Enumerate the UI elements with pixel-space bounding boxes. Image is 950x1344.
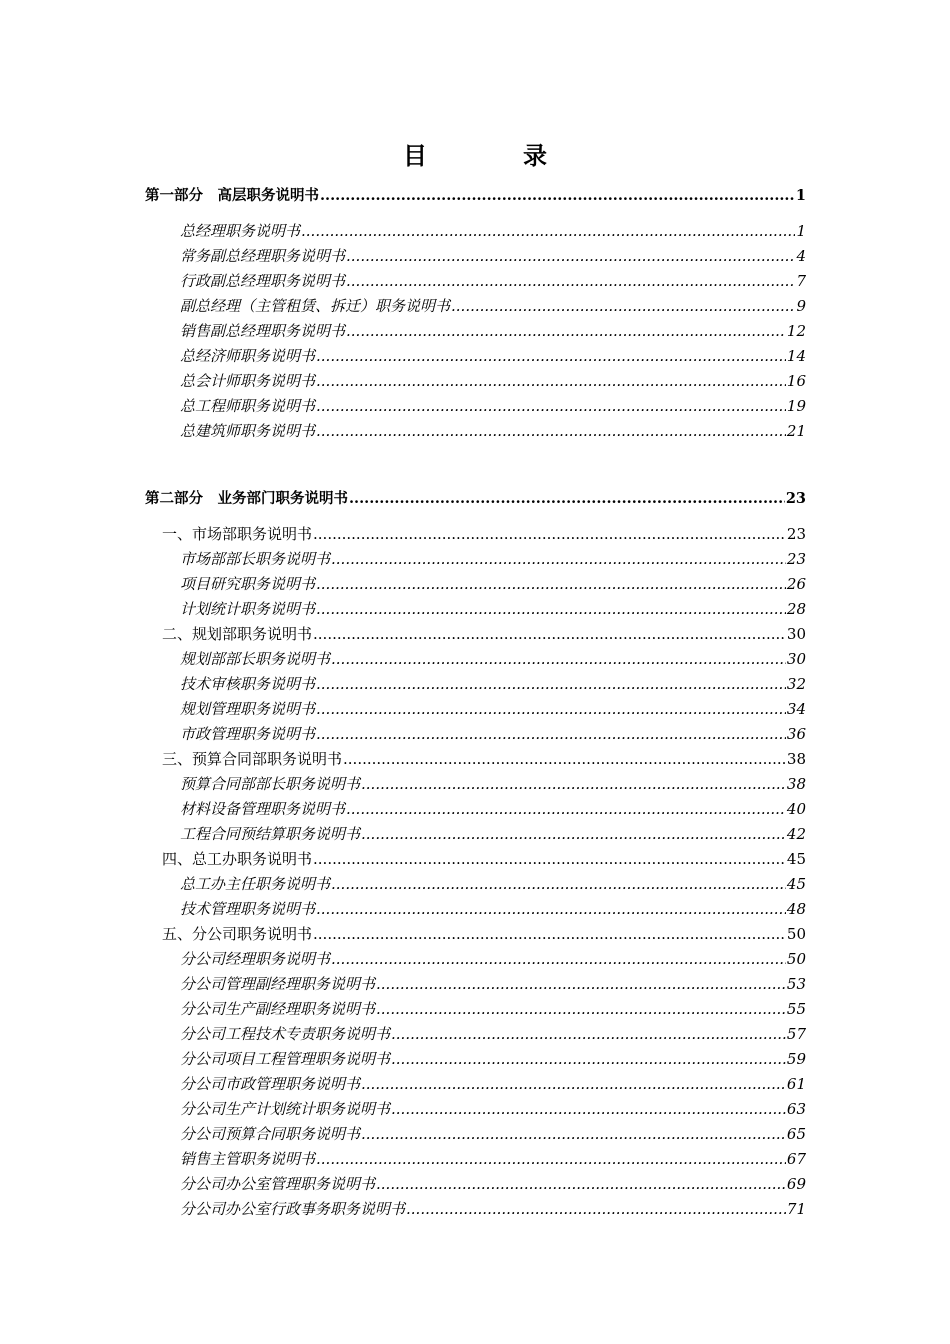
toc-page-number: 26 <box>786 575 806 593</box>
toc-leader-dots <box>331 649 786 669</box>
toc-entry-title: 技术管理职务说明书 <box>180 900 316 918</box>
toc-page-number: 23 <box>786 550 806 568</box>
toc-entry[interactable] <box>180 774 806 794</box>
toc-leader-dots <box>313 849 786 869</box>
toc-page-number: 19 <box>786 397 806 415</box>
toc-entry-title: 规划管理职务说明书 <box>180 700 316 718</box>
toc-page-number: 14 <box>786 347 806 365</box>
toc-entry-title: 材料设备管理职务说明书 <box>180 800 346 818</box>
toc-entry[interactable] <box>180 599 806 619</box>
toc-page-number: 42 <box>786 825 806 843</box>
toc-leader-dots <box>391 1099 786 1119</box>
toc-entry-title: 三、预算合同部职务说明书 <box>162 750 343 768</box>
toc-leader-dots <box>361 774 786 794</box>
toc-leader-dots <box>301 221 795 241</box>
toc-entry[interactable] <box>180 371 806 391</box>
toc-entry[interactable] <box>180 246 806 266</box>
toc-page-number: 1 <box>796 222 806 240</box>
toc-entry-title: 销售副总经理职务说明书 <box>180 322 346 340</box>
toc-entry-title: 计划统计职务说明书 <box>180 600 316 618</box>
toc-leader-dots <box>316 599 786 619</box>
toc-section-entry[interactable] <box>162 849 806 869</box>
toc-entry-title: 工程合同预结算职务说明书 <box>180 825 361 843</box>
toc-entry[interactable] <box>180 999 806 1019</box>
toc-page-number: 12 <box>786 322 806 340</box>
toc-page-number: 40 <box>786 800 806 818</box>
toc-page-number: 28 <box>786 600 806 618</box>
toc-leader-dots <box>451 296 795 316</box>
toc-entry-title: 总会计师职务说明书 <box>180 372 316 390</box>
toc-entry[interactable] <box>180 296 806 316</box>
toc-leader-dots <box>406 1199 786 1219</box>
toc-page-number: 50 <box>786 925 806 943</box>
toc-page-number: 4 <box>796 247 806 265</box>
toc-leader-dots <box>331 949 786 969</box>
toc-section-entry[interactable] <box>162 924 806 944</box>
toc-page-number: 55 <box>786 1000 806 1018</box>
toc-leader-dots <box>316 674 786 694</box>
toc-leader-dots <box>349 489 785 509</box>
toc-leader-dots <box>316 346 786 366</box>
toc-entry[interactable] <box>180 271 806 291</box>
toc-page-number: 30 <box>786 625 806 643</box>
toc-section-entry[interactable] <box>162 524 806 544</box>
toc-leader-dots <box>361 1124 786 1144</box>
toc-entry-title: 市政管理职务说明书 <box>180 725 316 743</box>
toc-entry-title: 市场部部长职务说明书 <box>180 550 331 568</box>
toc-entry-title: 分公司管理副经理职务说明书 <box>180 975 376 993</box>
toc-entry-title: 分公司项目工程管理职务说明书 <box>180 1050 391 1068</box>
toc-entry[interactable] <box>180 699 806 719</box>
toc-leader-dots <box>313 524 786 544</box>
toc-entry-title: 项目研究职务说明书 <box>180 575 316 593</box>
toc-entry-title: 二、规划部职务说明书 <box>162 625 313 643</box>
toc-leader-dots <box>346 321 786 341</box>
toc-entry[interactable] <box>180 824 806 844</box>
toc-page-number: 67 <box>786 1150 806 1168</box>
toc-section-entry[interactable] <box>162 749 806 769</box>
toc-entry-title: 总经济师职务说明书 <box>180 347 316 365</box>
toc-leader-dots <box>316 371 786 391</box>
toc-page-number: 45 <box>786 850 806 868</box>
toc-leader-dots <box>316 421 786 441</box>
toc-leader-dots <box>316 1149 786 1169</box>
toc-leader-dots <box>331 549 786 569</box>
toc-page-number: 23 <box>785 490 806 507</box>
toc-page-number: 38 <box>786 775 806 793</box>
toc-entry-title: 分公司办公室管理职务说明书 <box>180 1175 376 1193</box>
toc-entry[interactable] <box>180 674 806 694</box>
toc-leader-dots <box>391 1049 786 1069</box>
toc-leader-dots <box>346 799 786 819</box>
toc-page-number: 38 <box>786 750 806 768</box>
toc-entry-title: 分公司市政管理职务说明书 <box>180 1075 361 1093</box>
toc-title: 目 录 <box>403 141 583 170</box>
toc-leader-dots <box>376 974 786 994</box>
toc-entry-title: 五、分公司职务说明书 <box>162 925 313 943</box>
toc-leader-dots <box>343 749 786 769</box>
toc-entry-title: 总工办主任职务说明书 <box>180 875 331 893</box>
toc-entry-title: 分公司办公室行政事务职务说明书 <box>180 1200 406 1218</box>
toc-entry-title: 总经理职务说明书 <box>180 222 301 240</box>
toc-entry[interactable] <box>180 974 806 994</box>
toc-entry-title: 分公司预算合同职务说明书 <box>180 1125 361 1143</box>
toc-entry-title: 总工程师职务说明书 <box>180 397 316 415</box>
toc-leader-dots <box>316 899 786 919</box>
toc-entry-title: 行政副总经理职务说明书 <box>180 272 346 290</box>
toc-entry-title: 总建筑师职务说明书 <box>180 422 316 440</box>
toc-entry[interactable] <box>180 1049 806 1069</box>
toc-page-number: 65 <box>786 1125 806 1143</box>
toc-entry-title: 分公司生产副经理职务说明书 <box>180 1000 376 1018</box>
toc-page-number: 61 <box>786 1075 806 1093</box>
toc-page-number: 36 <box>786 725 806 743</box>
toc-entry[interactable] <box>180 1199 806 1219</box>
toc-leader-dots <box>361 1074 786 1094</box>
toc-page-number: 50 <box>786 950 806 968</box>
toc-leader-dots <box>313 624 786 644</box>
toc-page-number: 23 <box>786 525 806 543</box>
toc-entry[interactable] <box>180 396 806 416</box>
toc-entry-title: 分公司工程技术专责职务说明书 <box>180 1025 391 1043</box>
toc-page-number: 1 <box>795 187 806 204</box>
toc-leader-dots <box>376 999 786 1019</box>
toc-entry[interactable] <box>180 549 806 569</box>
toc-page-number: 71 <box>786 1200 806 1218</box>
toc-entry-title: 技术审核职务说明书 <box>180 675 316 693</box>
toc-leader-dots <box>316 699 786 719</box>
toc-entry-title: 预算合同部部长职务说明书 <box>180 775 361 793</box>
toc-entry-title: 第一部分 高层职务说明书 <box>145 187 319 204</box>
toc-entry[interactable] <box>180 1124 806 1144</box>
toc-entry-title: 第二部分 业务部门职务说明书 <box>145 490 348 507</box>
toc-entry[interactable] <box>180 421 806 441</box>
toc-part-entry[interactable] <box>145 489 806 509</box>
toc-entry[interactable] <box>180 874 806 894</box>
toc-leader-dots <box>316 724 786 744</box>
toc-entry[interactable] <box>180 1149 806 1169</box>
toc-page-number: 48 <box>786 900 806 918</box>
toc-page-number: 7 <box>796 272 806 290</box>
toc-leader-dots <box>316 396 786 416</box>
toc-entry-title: 销售主管职务说明书 <box>180 1150 316 1168</box>
toc-entry-title: 分公司生产计划统计职务说明书 <box>180 1100 391 1118</box>
toc-page-number: 34 <box>786 700 806 718</box>
toc-page-number: 32 <box>786 675 806 693</box>
toc-page-number: 53 <box>786 975 806 993</box>
toc-entry-title: 常务副总经理职务说明书 <box>180 247 346 265</box>
toc-leader-dots <box>376 1174 786 1194</box>
toc-page-number: 69 <box>786 1175 806 1193</box>
toc-page-number: 45 <box>786 875 806 893</box>
toc-leader-dots <box>313 924 786 944</box>
toc-page-number: 21 <box>786 422 806 440</box>
toc-entry[interactable] <box>180 1074 806 1094</box>
toc-entry-title: 规划部部长职务说明书 <box>180 650 331 668</box>
toc-page-number: 59 <box>786 1050 806 1068</box>
toc-entry[interactable] <box>180 1024 806 1044</box>
toc-entry[interactable] <box>180 1174 806 1194</box>
toc-entry[interactable] <box>180 346 806 366</box>
toc-entry[interactable] <box>180 649 806 669</box>
toc-page-number: 16 <box>786 372 806 390</box>
toc-entry[interactable] <box>180 221 806 241</box>
toc-leader-dots <box>361 824 786 844</box>
toc-entry[interactable] <box>180 799 806 819</box>
toc-entry-title: 一、市场部职务说明书 <box>162 525 313 543</box>
toc-entry-title: 副总经理（主管租赁、拆迁）职务说明书 <box>180 297 451 315</box>
toc-entry[interactable] <box>180 1099 806 1119</box>
toc-leader-dots <box>346 271 795 291</box>
toc-section-entry[interactable] <box>162 624 806 644</box>
toc-page-number: 30 <box>786 650 806 668</box>
toc-page-number: 57 <box>786 1025 806 1043</box>
toc-part-entry[interactable] <box>145 186 806 206</box>
toc-entry[interactable] <box>180 321 806 341</box>
toc-leader-dots <box>331 874 786 894</box>
toc-leader-dots <box>320 186 795 206</box>
toc-entry[interactable] <box>180 574 806 594</box>
toc-entry[interactable] <box>180 949 806 969</box>
toc-leader-dots <box>391 1024 786 1044</box>
toc-entry[interactable] <box>180 899 806 919</box>
toc-entry[interactable] <box>180 724 806 744</box>
toc-entry-title: 四、总工办职务说明书 <box>162 850 313 868</box>
toc-entry-title: 分公司经理职务说明书 <box>180 950 331 968</box>
toc-page-number: 9 <box>796 297 806 315</box>
toc-leader-dots <box>316 574 786 594</box>
toc-page-number: 63 <box>786 1100 806 1118</box>
toc-leader-dots <box>346 246 795 266</box>
